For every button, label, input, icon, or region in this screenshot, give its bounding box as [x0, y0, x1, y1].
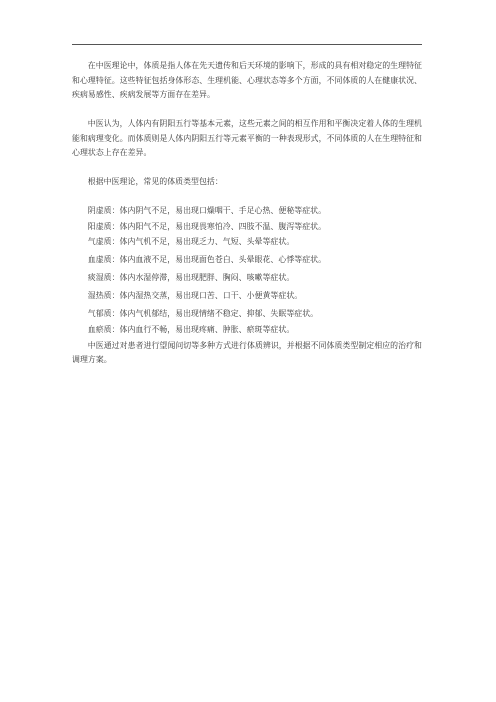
list-item-blood-deficiency: 血虚质：体内血液不足，易出现面色苍白、头晕眼花、心悸等症状。 — [87, 255, 327, 265]
list-item-phlegm-dampness: 痰湿质：体内水湿停滞，易出现肥胖、胸闷、咳嗽等症状。 — [87, 273, 295, 283]
paragraph-yin-yang: 中医认为，人体内有阴阳五行等基本元素，这些元素之间的相互作用和平衡决定着人体的生理机能和病理变化。而体质则是人体内阴阳五行等元素平衡的一种表现形式，不同体质的人在生理特征和心理状态上存在差异。 — [72, 119, 422, 157]
paragraph-intro: 在中医理论中，体质是指人体在先天遗传和后天环境的影响下，形成的具有相对稳定的生理特征和心理特征。这些特征包括身体形态、生理机能、心理状态等多个方面，不同体质的人在健康状况、疾病易感性、疾病发展等方面存在差异。 — [72, 61, 422, 99]
blank-line — [72, 190, 422, 205]
list-item-yang-deficiency: 阳虚质：体内阳气不足，易出现畏寒怕冷、四肢不温、腹泻等症状。 — [87, 221, 327, 231]
list-item-qi-stagnation: 气郁质：体内气机郁结，易出现情绪不稳定、抑郁、失眠等症状。 — [87, 309, 319, 319]
list-item-yin-deficiency: 阴虚质：体内阴气不足，易出现口燥咽干、手足心热、便秘等症状。 — [87, 206, 327, 215]
paragraph-conclusion: 中医通过对患者进行望闻问切等多种方式进行体质辨识，并根据不同体质类型制定相应的治疗和调理方案。 — [72, 340, 422, 365]
header-rule — [72, 44, 422, 45]
blank-line — [72, 103, 422, 118]
list-item-blood-stasis: 血瘀质：体内血行不畅，易出现疼痛、肿胀、瘀斑等症状。 — [87, 325, 295, 335]
paragraph-types-intro: 根据中医理论，常见的体质类型包括： — [87, 177, 223, 186]
list-item-damp-heat: 湿热质：体内湿热交蒸，易出现口苦、口干、小便黄等症状。 — [87, 291, 303, 301]
document-body — [72, 59, 422, 368]
list-item-qi-deficiency: 气虚质：体内气机不足，易出现乏力、气短、头晕等症状。 — [87, 237, 295, 247]
blank-line — [72, 161, 422, 176]
